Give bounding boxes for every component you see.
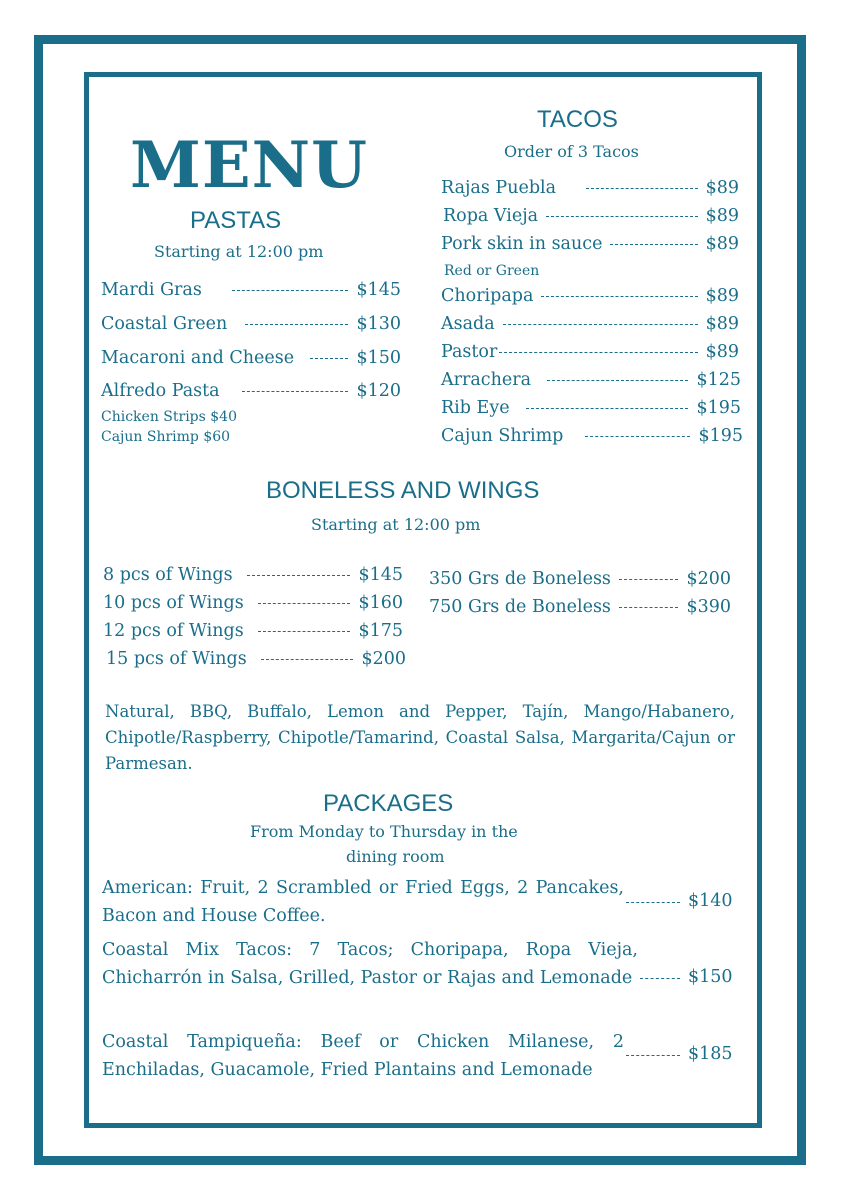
item-price: $89 [705, 286, 739, 306]
dash-leader [503, 324, 698, 325]
item-name: 15 pcs of Wings [106, 649, 247, 669]
package-price: $185 [688, 1044, 733, 1064]
package-description: American: Fruit, 2 Scrambled or Fried Eggs, 2 Pancakes, Bacon and House Coffee. [102, 878, 624, 926]
packages-heading: PACKAGES [323, 790, 454, 817]
item-name: Cajun Shrimp [441, 426, 564, 446]
item-price: $175 [358, 621, 403, 641]
package-description: Coastal Tampiqueña: Beef or Chicken Milanese, 2 Enchiladas, Guacamole, Fried Plantains and Lemonade [102, 1032, 624, 1080]
taco-row [441, 398, 741, 418]
taco-row [441, 314, 739, 334]
dash-leader [547, 380, 688, 381]
item-name: Asada [441, 314, 495, 334]
dash-leader [626, 902, 680, 903]
sauces-list: Natural, BBQ, Buffalo, Lemon and Pepper, Tajín, Mango/Habanero, Chipotle/Raspberry, Chipotle/Tamarind, Coastal Salsa, Margarita/Cajun or Parmesan. [105, 702, 735, 773]
dash-leader [310, 358, 348, 359]
item-price: $145 [356, 280, 401, 300]
item-name: Macaroni and Cheese [101, 348, 295, 368]
dash-leader [247, 575, 351, 576]
taco-row [441, 370, 741, 390]
item-name: 12 pcs of Wings [103, 621, 244, 641]
wings-heading: BONELESS AND WINGS [266, 477, 540, 504]
taco-row [441, 342, 739, 362]
tacos-subheading: Order of 3 Tacos [504, 142, 639, 161]
item-price: $89 [705, 234, 739, 254]
item-price: $200 [686, 569, 731, 589]
dash-leader [546, 216, 698, 217]
dash-leader [499, 352, 697, 353]
taco-row [441, 426, 743, 446]
pastas-heading: PASTAS [190, 207, 282, 234]
item-price: $89 [705, 314, 739, 334]
item-price: $195 [696, 398, 741, 418]
wings-row [103, 621, 403, 641]
dash-leader [245, 324, 348, 325]
pork-note: Red or Green [444, 263, 540, 279]
item-price: $195 [698, 426, 743, 446]
boneless-row [429, 569, 731, 589]
dash-leader [232, 290, 349, 291]
item-price: $125 [696, 370, 741, 390]
item-price: $89 [705, 342, 739, 362]
item-price: $120 [356, 381, 401, 401]
item-name: 350 Grs de Boneless [429, 569, 611, 589]
taco-row [441, 178, 739, 198]
packages-subheading-line2: dining room [346, 847, 445, 866]
item-name: Mardi Gras [101, 280, 202, 300]
wings-subheading: Starting at 12:00 pm [311, 515, 481, 534]
taco-row [443, 206, 739, 226]
item-price: $150 [356, 348, 401, 368]
item-name: Rajas Puebla [441, 178, 557, 198]
pasta-row [101, 314, 401, 334]
pastas-subheading: Starting at 12:00 pm [154, 242, 324, 261]
item-price: $200 [361, 649, 406, 669]
item-price: $145 [358, 565, 403, 585]
wings-row [103, 565, 403, 585]
package-description: Coastal Mix Tacos: 7 Tacos; Choripapa, Ropa Vieja, Chicharrón in Salsa, Grilled, Pastor or Rajas and Lemonade [102, 940, 638, 988]
pasta-row [101, 348, 401, 368]
dash-leader [586, 188, 698, 189]
taco-row [441, 286, 739, 306]
dash-leader [242, 391, 349, 392]
item-name: Pastor [441, 342, 498, 362]
dash-leader [585, 436, 690, 437]
pasta-row [101, 381, 401, 401]
item-name: 8 pcs of Wings [103, 565, 233, 585]
item-name: Arrachera [441, 370, 532, 390]
package-price: $140 [688, 891, 733, 911]
item-price: $160 [358, 593, 403, 613]
item-price: $130 [356, 314, 401, 334]
item-name: Pork skin in sauce [441, 234, 603, 254]
dash-leader [640, 978, 680, 979]
item-name: 750 Grs de Boneless [429, 597, 611, 617]
item-name: 10 pcs of Wings [103, 593, 244, 613]
menu-title: MENU [130, 128, 368, 203]
dash-leader [258, 603, 351, 604]
wings-row [103, 593, 403, 613]
item-name: Ropa Vieja [443, 206, 539, 226]
item-name: Alfredo Pasta [101, 381, 220, 401]
package-price: $150 [688, 967, 733, 987]
taco-row [441, 234, 739, 254]
wings-row [106, 649, 406, 669]
boneless-row [429, 597, 731, 617]
dash-leader [526, 408, 689, 409]
packages-subheading-line1: From Monday to Thursday in the [250, 822, 518, 841]
item-price: $390 [686, 597, 731, 617]
dash-leader [619, 607, 679, 608]
dash-leader [610, 244, 697, 245]
pasta-extra: Chicken Strips $40 [101, 409, 237, 425]
item-name: Rib Eye [441, 398, 510, 418]
dash-leader [619, 579, 679, 580]
item-name: Coastal Green [101, 314, 228, 334]
dash-leader [258, 631, 351, 632]
tacos-heading: TACOS [537, 106, 618, 133]
dash-leader [261, 659, 354, 660]
item-price: $89 [705, 206, 739, 226]
pasta-extra: Cajun Shrimp $60 [101, 429, 231, 445]
pasta-row [101, 280, 401, 300]
dash-leader [626, 1055, 680, 1056]
dash-leader [541, 296, 697, 297]
item-name: Choripapa [441, 286, 534, 306]
item-price: $89 [705, 178, 739, 198]
